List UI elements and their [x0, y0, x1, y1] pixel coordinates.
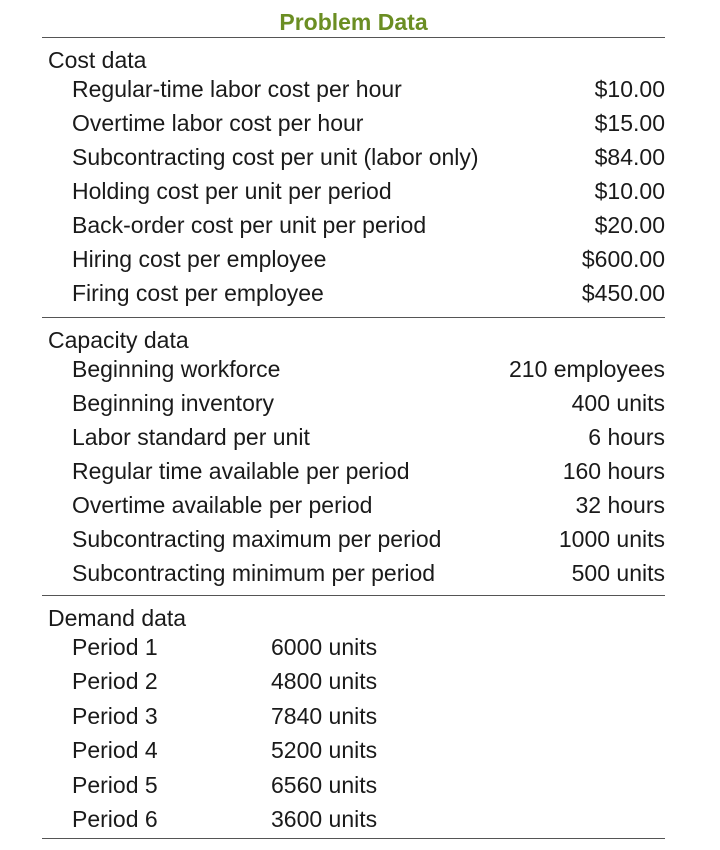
cost-label: Hiring cost per employee [72, 245, 327, 272]
demand-row [42, 630, 665, 665]
capacity-row [42, 420, 665, 454]
cost-value: $10.00 [594, 75, 665, 102]
capacity-row [42, 454, 665, 488]
capacity-row [42, 556, 665, 590]
cost-label: Overtime labor cost per hour [72, 109, 364, 136]
cost-value: $10.00 [594, 177, 665, 204]
cost-row [42, 276, 665, 310]
table-title: Problem Data [42, 0, 665, 38]
cost-data-section [42, 38, 665, 318]
cost-label: Regular-time labor cost per hour [72, 75, 402, 102]
demand-data-section [42, 596, 665, 839]
capacity-value: 160 hours [562, 457, 665, 484]
problem-data-table [42, 0, 665, 839]
demand-period-label: Period 2 [72, 668, 158, 695]
capacity-value: 500 units [571, 559, 665, 586]
capacity-value: 210 employees [509, 355, 665, 382]
capacity-label: Overtime available per period [72, 491, 373, 518]
cost-value: $600.00 [581, 245, 665, 272]
demand-row [42, 699, 665, 734]
demand-row [42, 803, 665, 838]
cost-value: $84.00 [594, 143, 665, 170]
capacity-label: Beginning workforce [72, 355, 281, 382]
capacity-row [42, 386, 665, 420]
demand-period-label: Period 1 [72, 633, 158, 660]
demand-period-label: Period 3 [72, 702, 158, 729]
cost-label: Subcontracting cost per unit (labor only) [72, 143, 479, 170]
capacity-value: 6 hours [588, 423, 665, 450]
capacity-data-heading: Capacity data [48, 327, 189, 353]
capacity-row [42, 488, 665, 522]
capacity-row [42, 522, 665, 556]
cost-row [42, 140, 665, 174]
cost-row [42, 174, 665, 208]
capacity-value: 400 units [571, 389, 665, 416]
demand-period-label: Period 4 [72, 737, 158, 764]
capacity-label: Subcontracting maximum per period [72, 525, 442, 552]
cost-value: $20.00 [594, 211, 665, 238]
demand-value: 6560 units [271, 771, 378, 798]
cost-label: Firing cost per employee [72, 279, 324, 306]
cost-row [42, 208, 665, 242]
cost-label: Back-order cost per unit per period [72, 211, 427, 238]
capacity-value: 1000 units [558, 525, 665, 552]
capacity-data-section [42, 318, 665, 596]
capacity-label: Regular time available per period [72, 457, 410, 484]
cost-row [42, 242, 665, 276]
capacity-label: Beginning inventory [72, 389, 275, 416]
cost-value: $450.00 [581, 279, 665, 306]
demand-row [42, 768, 665, 803]
demand-period-label: Period 6 [72, 806, 158, 833]
demand-value: 5200 units [271, 737, 378, 764]
demand-row [42, 734, 665, 769]
capacity-value: 32 hours [575, 491, 665, 518]
cost-data-heading: Cost data [48, 47, 147, 73]
cost-value: $15.00 [594, 109, 665, 136]
demand-period-label: Period 5 [72, 771, 158, 798]
demand-value: 6000 units [271, 633, 378, 660]
capacity-label: Labor standard per unit [72, 423, 310, 450]
demand-value: 4800 units [271, 668, 378, 695]
capacity-label: Subcontracting minimum per period [72, 559, 436, 586]
demand-value: 7840 units [271, 702, 378, 729]
demand-row [42, 665, 665, 700]
demand-value: 3600 units [271, 806, 378, 833]
cost-row [42, 72, 665, 106]
cost-label: Holding cost per unit per period [72, 177, 392, 204]
demand-data-heading: Demand data [48, 605, 187, 631]
capacity-row [42, 352, 665, 386]
cost-row [42, 106, 665, 140]
